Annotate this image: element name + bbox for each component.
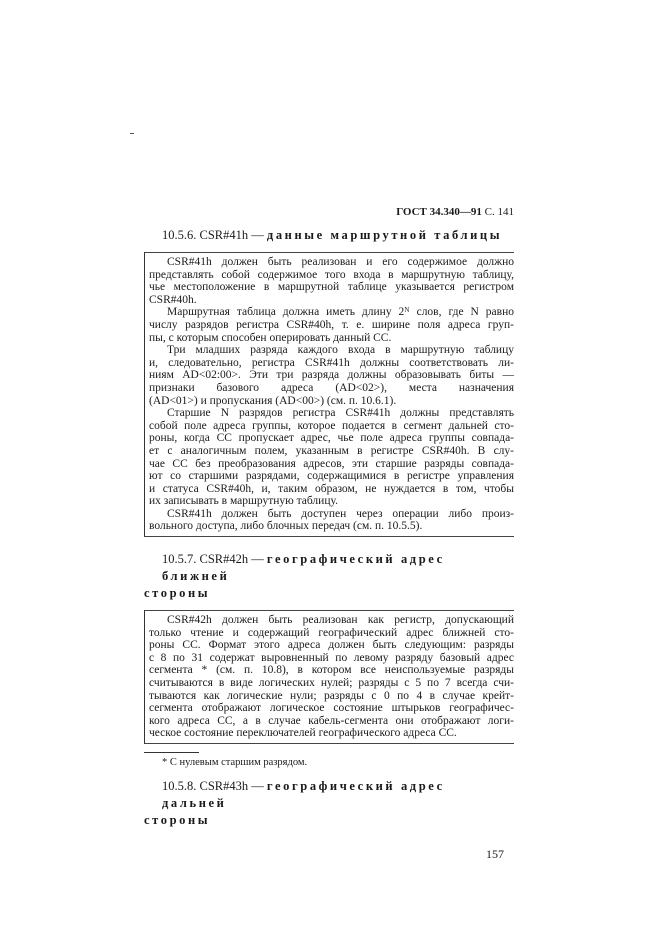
text-box-2 (144, 610, 514, 744)
text-line: CSR#42h должен быть реализован как регистр, допускающий (167, 614, 514, 627)
text-line: только чтение и содержащий географический адрес ближней сто- (149, 626, 514, 639)
text-line: Маршрутная таблица должна иметь длину 2ᴺ слов, где N равно (167, 306, 514, 319)
running-header (144, 205, 514, 219)
text-line: ют со старшими разрядами, содержащимися в регистре управления (149, 470, 514, 483)
page-ref: С. 141 (484, 206, 514, 218)
text-line: числу разрядов регистра CSR#40h, т. е. ширине поля адреса груп- (149, 318, 514, 331)
text-line: с 8 по 31 содержат выровненный по левому разряду базовый адрес (149, 651, 514, 664)
section-title: географический адрес дальней (162, 779, 445, 810)
section-heading-10-5-6 (144, 227, 514, 244)
section-title: географический адрес ближней (162, 552, 445, 584)
text-line: Три младших разряда каждого входа в маршрутную таблицу (167, 344, 514, 357)
section-title-cont: стороны (144, 813, 211, 827)
text-line: собой поле адреса группы, которое подается в сегмент дальней сто- (149, 419, 514, 432)
text-box-1 (144, 252, 514, 537)
scan-speck (130, 133, 134, 134)
page-body (144, 205, 514, 861)
footnote-rule (144, 752, 199, 753)
text-line: CSR#41h должен быть реализован и его содержимое должно (167, 256, 514, 268)
section-number: 10.5.6. CSR#41h — (162, 228, 264, 242)
text-line: роны, когда СС пропускает адрес, чье поле адреса группы совпада- (149, 432, 514, 445)
text-line: вольного доступа, либо блочных передач (см. п. 10.5.5). (149, 520, 423, 533)
section-heading-10-5-8 (144, 778, 514, 829)
text-line: их записывать в маршрутную таблицу. (149, 495, 338, 508)
text-line: кого адреса СС, а в случае кабель-сегмента они отображают логи- (149, 714, 514, 727)
section-number: 10.5.8. CSR#43h — (162, 779, 264, 793)
text-line: сегмента * (см. п. 10.8), в котором все неиспользуемые разряды (149, 664, 514, 677)
text-line: ет с аналогичным полем, указанным в регистре CSR#40h. В слу- (149, 444, 514, 457)
section-title: данные маршрутной таблицы (266, 228, 503, 242)
paragraph (149, 306, 514, 344)
footnote: * С нулевым старшим разрядом. (162, 757, 308, 768)
text-line: чае СС без преобразования адресов, эти старшие разряды совпада- (149, 457, 514, 470)
text-line: ческое состояние переключателей географического адреса СС. (149, 727, 457, 740)
text-line: CSR#40h. (149, 293, 197, 306)
text-line: сегмента отображают логическое состояние штырьков географичес- (149, 702, 514, 715)
text-line: тываются как логические нули; разряды с 0 по 4 в случае крейт- (149, 689, 514, 702)
text-line: роны СС. Формат этого адреса должен быть следующим: разряды (149, 639, 514, 652)
paragraph (149, 256, 514, 306)
text-line: представлять собой содержимое того входа в маршрутную таблицу, (149, 268, 514, 281)
section-number: 10.5.7. CSR#42h — (162, 552, 264, 567)
text-line: CSR#41h должен быть доступен через операции либо произ- (167, 507, 514, 520)
text-line: признаки базового адреса (AD<02>), места назначения (149, 381, 514, 394)
paragraph (149, 407, 514, 508)
text-line: считываются в виде логических нулей; разряды с 5 по 7 всегда счи- (149, 677, 514, 690)
paragraph (149, 614, 514, 740)
section-title-cont: стороны (144, 586, 211, 601)
text-line: Старшие N разрядов регистра CSR#41h должны представлять (167, 407, 514, 420)
page-number: 157 (486, 847, 504, 861)
paragraph (149, 344, 514, 407)
text-line: и, следовательно, регистра CSR#41h должны соответствовать ли- (149, 356, 514, 369)
text-line: пы, с которым способен оперировать данный СС. (149, 331, 392, 344)
text-line: и статуса CSR#40h, и, таким образом, не нуждается в том, чтобы (149, 482, 514, 495)
standard-id: ГОСТ 34.340—91 (396, 206, 482, 218)
section-heading-10-5-7 (144, 551, 514, 602)
text-line: ниям AD<02:00>. Эти три разряда должны образовывать биты — (149, 369, 514, 382)
paragraph (149, 508, 514, 533)
text-line: (AD<01>) и пропускания (AD<00>) (см. п. 10.6.1). (149, 394, 397, 407)
text-line: чье местоположение в маршрутной таблице указывается регистром (149, 281, 514, 294)
